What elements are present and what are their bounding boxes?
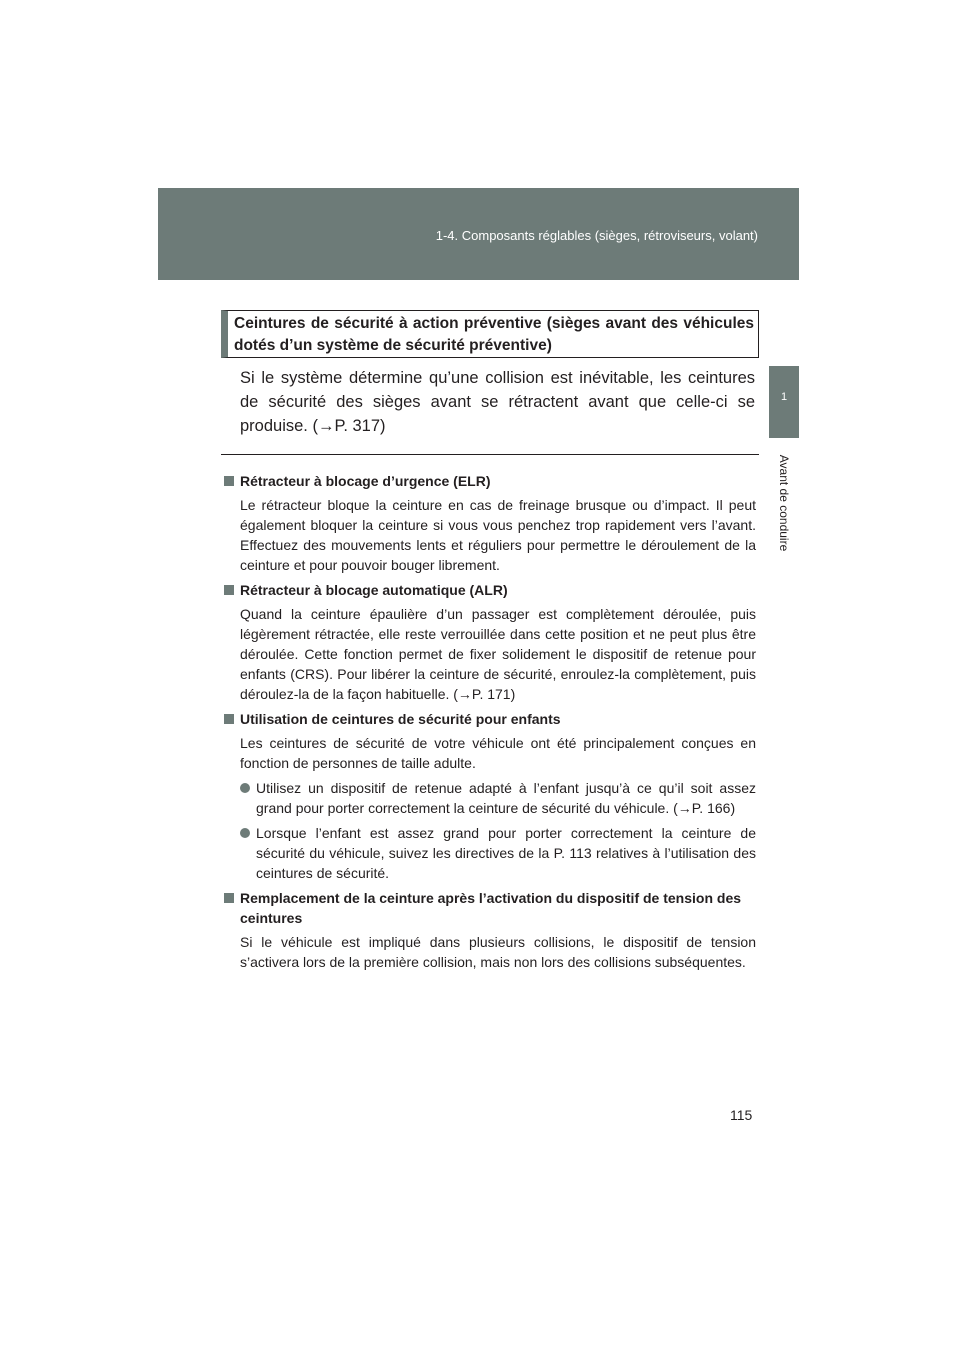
content-list [222, 471, 756, 977]
list-item [222, 709, 756, 883]
item-body: Si le véhicule est impliqué dans plusieurs collisions, le dispositif de tension s’activera lors de la première collision, mais non lors des collisions subséquentes. [240, 934, 756, 970]
list-item [222, 888, 756, 972]
item-title: Rétracteur à blocage d’urgence (ELR) [240, 473, 491, 489]
square-bullet-icon [224, 476, 234, 486]
square-bullet-icon [224, 585, 234, 595]
item-body: Le rétracteur bloque la ceinture en cas de freinage brusque ou d’impact. Il peut également bloquer la ceinture si vous vous penchez trop rapidement vers l’avant. Effectuez des mouvements lents et réguliers pour permettre le déroulement de la ceinture et pour pouvoir bouger librement. [240, 497, 756, 573]
item-title: Rétracteur à blocage automatique (ALR) [240, 582, 508, 598]
section-title: Ceintures de sécurité à action préventive (sièges avant des véhicules dotés d’un système de sécurité préventive) [234, 315, 754, 354]
list-item [222, 580, 756, 704]
item-heading [222, 580, 756, 600]
chapter-label-container [772, 438, 796, 568]
section-divider [221, 454, 759, 455]
chapter-tab [769, 366, 799, 438]
item-heading [222, 709, 756, 729]
round-bullet-icon [240, 783, 250, 793]
item-body: Les ceintures de sécurité de votre véhicule ont été principalement conçues en fonction de personnes de taille adulte. [240, 735, 756, 771]
round-bullet-icon [240, 828, 250, 838]
section-title-box [221, 310, 759, 358]
page-number: 115 [730, 1107, 753, 1123]
sub-bullet [222, 823, 756, 883]
section-intro: Si le système détermine qu’une collision est inévitable, les ceintures de sécurité des sièges avant se rétractent avant que celle-ci se produise. (→P. 317) [240, 369, 755, 435]
sub-bullet-text: Lorsque l’enfant est assez grand pour porter correctement la ceinture de sécurité du véhicule, suivez les directives de la P. 113 relatives à l’utilisation des ceintures de sécurité. [256, 825, 756, 881]
chapter-label: Avant de conduire [777, 454, 791, 552]
sub-bullet [222, 778, 756, 818]
sub-bullet-text: Utilisez un dispositif de retenue adapté à l’enfant jusqu’à ce qu’il soit assez grand pour porter correctement la ceinture de sécurité du véhicule. (→P. 166) [256, 780, 756, 816]
item-title: Remplacement de la ceinture après l’activation du dispositif de tension des ceintures [240, 890, 742, 926]
item-heading [222, 888, 756, 928]
item-title: Utilisation de ceintures de sécurité pour enfants [240, 711, 561, 727]
item-body: Quand la ceinture épaulière d’un passager est complètement déroulée, puis légèrement rétractée, elle reste verrouillée dans cette position et ne peut plus être déroulée. Cette fonction permet de fixer solidement le dispositif de retenue pour enfants (CRS). Pour libérer la ceinture de sécurité, enroulez-la complètement, puis déroulez-la de la façon habituelle. (→P. 171) [240, 606, 756, 702]
square-bullet-icon [224, 714, 234, 724]
list-item [222, 471, 756, 575]
square-bullet-icon [224, 893, 234, 903]
header-title: 1-4. Composants réglables (sièges, rétroviseurs, volant) [435, 228, 758, 243]
page-header [158, 188, 799, 280]
item-heading [222, 471, 756, 491]
chapter-number: 1 [780, 391, 788, 403]
